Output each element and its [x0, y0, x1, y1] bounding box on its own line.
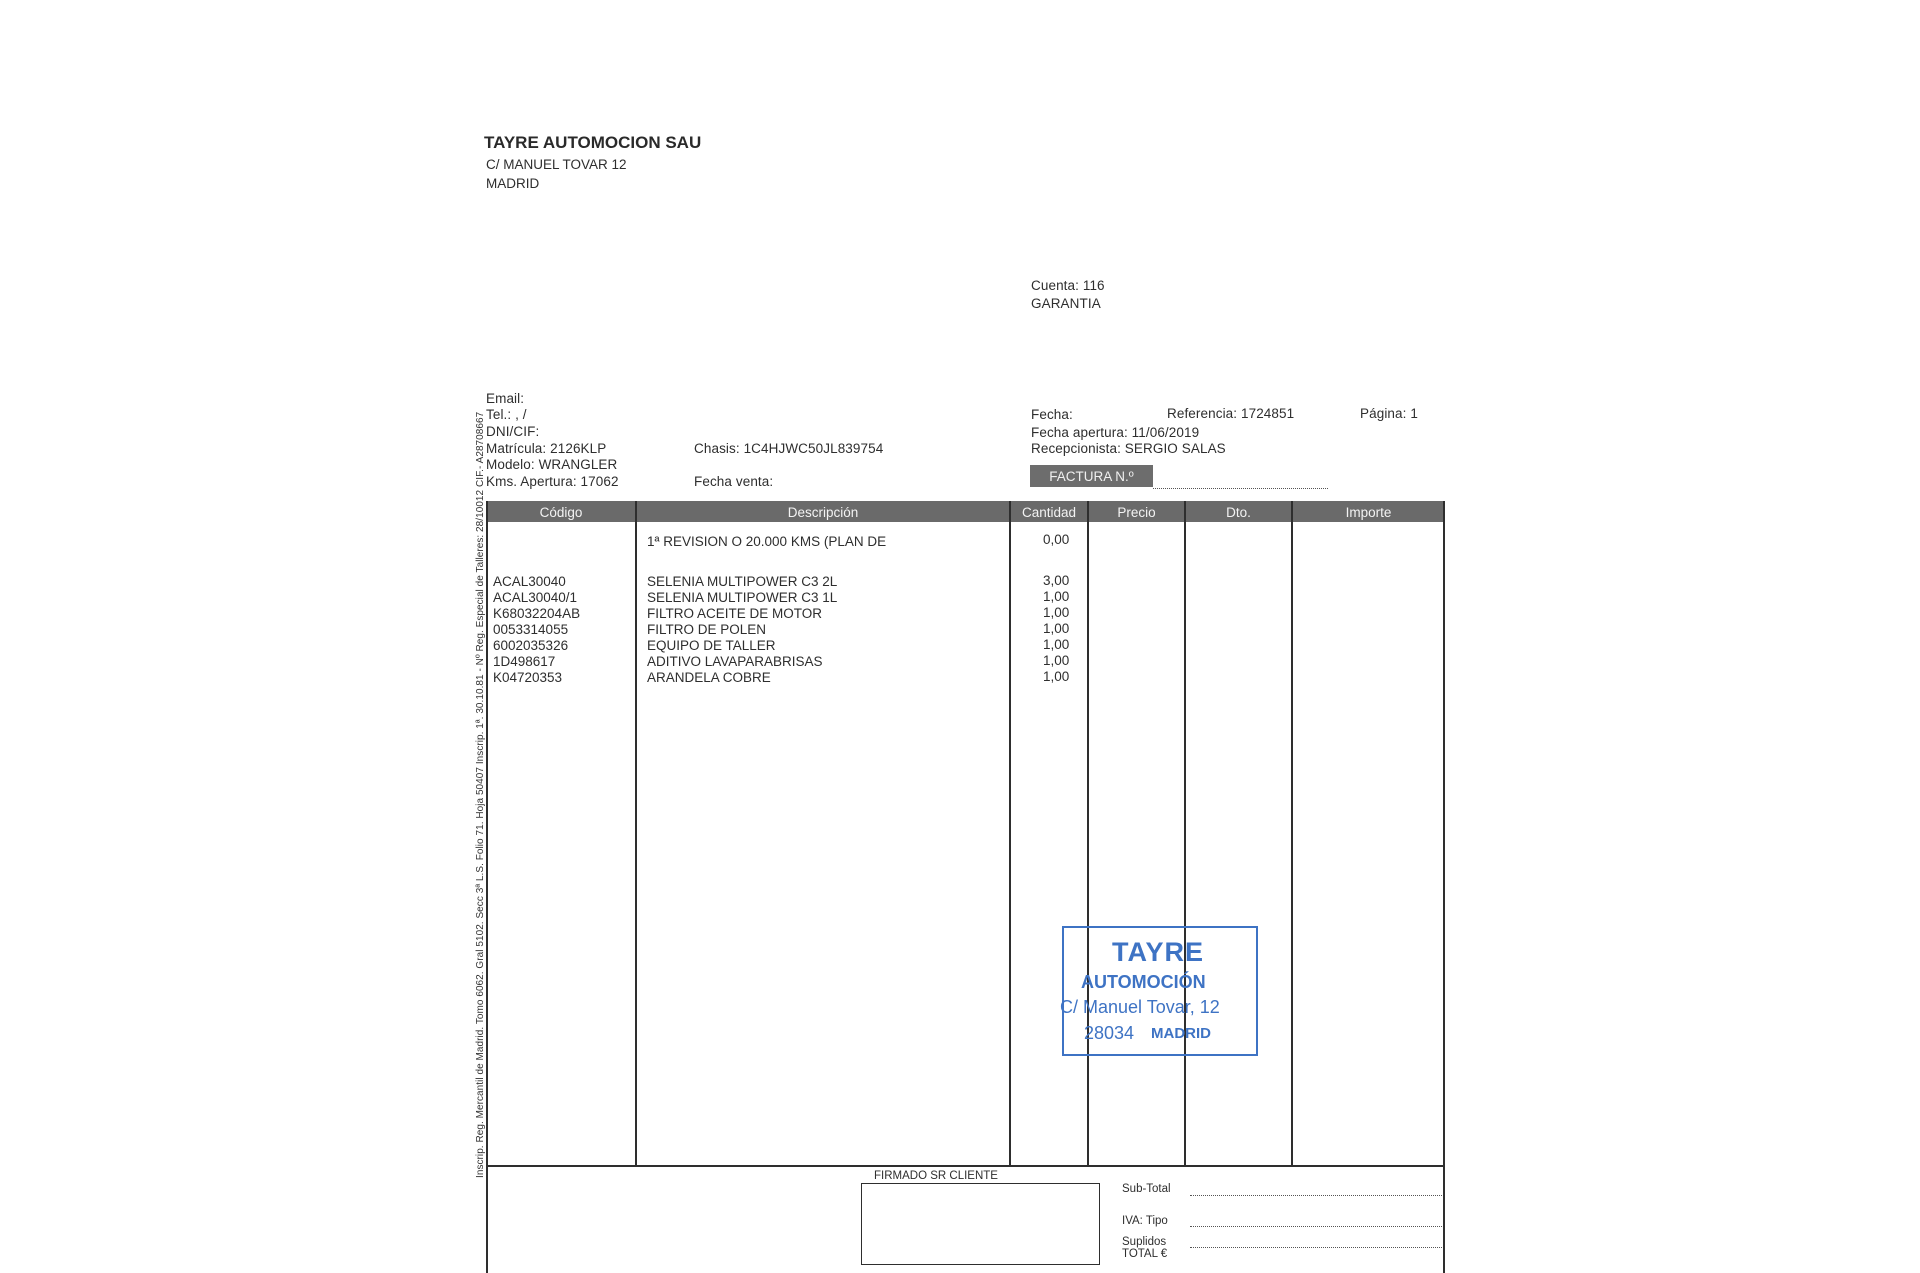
line-description: 1ª REVISION O 20.000 KMS (PLAN DE	[647, 534, 887, 549]
item-code: ACAL30040	[493, 574, 566, 589]
column-divider	[1291, 501, 1293, 1165]
company-name: TAYRE AUTOMOCION SAU	[484, 133, 702, 152]
item-code: 0053314055	[493, 622, 569, 637]
item-description: SELENIA MULTIPOWER C3 2L	[647, 574, 838, 589]
item-quantity: 1,00	[1043, 669, 1070, 684]
stamp-city: MADRID	[1151, 1025, 1211, 1042]
invoice-pagina: Página: 1	[1360, 406, 1418, 421]
item-description: EQUIPO DE TALLER	[647, 638, 776, 653]
account-number: Cuenta: 116	[1031, 278, 1105, 293]
table-header	[486, 501, 1445, 522]
stamp-zip: 28034	[1084, 1023, 1135, 1043]
item-quantity: 1,00	[1043, 637, 1070, 652]
stamp-line-2: AUTOMOCIÓN	[1081, 972, 1206, 992]
invoice-recepcionista: Recepcionista: SERGIO SALAS	[1031, 441, 1226, 456]
table-border-right	[1443, 501, 1445, 1273]
table-border-left	[486, 501, 488, 1273]
factura-number-label: FACTURA N.º	[1030, 465, 1153, 487]
invoice-referencia: Referencia: 1724851	[1167, 406, 1295, 421]
item-description: FILTRO ACEITE DE MOTOR	[647, 606, 823, 621]
header-codigo: Código	[539, 505, 583, 520]
header-precio: Precio	[1117, 505, 1156, 520]
company-stamp	[1062, 926, 1258, 1056]
client-tel: Tel.: , /	[486, 407, 527, 422]
item-description: ADITIVO LAVAPARABRISAS	[647, 654, 823, 669]
item-quantity: 1,00	[1043, 589, 1070, 604]
item-code: 6002035326	[493, 638, 569, 653]
column-divider	[1087, 501, 1089, 1165]
suplidos-label: Suplidos	[1122, 1236, 1167, 1248]
total-label: TOTAL €	[1122, 1248, 1168, 1260]
client-modelo: Modelo: WRANGLER	[486, 457, 618, 472]
item-quantity: 1,00	[1043, 605, 1070, 620]
suplidos-line	[1190, 1247, 1442, 1248]
client-kms: Kms. Apertura: 17062	[486, 474, 619, 489]
signature-label: FIRMADO SR CLIENTE	[874, 1170, 998, 1182]
table-footer-divider	[486, 1165, 1445, 1167]
item-description: SELENIA MULTIPOWER C3 1L	[647, 590, 838, 605]
subtotal-label: Sub-Total	[1122, 1183, 1171, 1195]
header-dto: Dto.	[1226, 505, 1251, 520]
column-divider	[635, 501, 637, 1165]
company-street: C/ MANUEL TOVAR 12	[486, 157, 627, 172]
item-quantity: 3,00	[1043, 573, 1070, 588]
client-email: Email:	[486, 391, 525, 406]
column-divider	[1009, 501, 1011, 1165]
item-code: K04720353	[493, 670, 563, 685]
client-matricula: Matrícula: 2126KLP	[486, 441, 607, 456]
column-divider	[1184, 501, 1186, 1165]
account-type: GARANTIA	[1031, 296, 1101, 311]
item-description: FILTRO DE POLEN	[647, 622, 767, 637]
iva-label: IVA: Tipo	[1122, 1215, 1168, 1227]
registry-vertical-text: Inscrip. Reg. Mercantil de Madrid. Tomo 6062. Gral 5102. Secc 3ª L.S. Folio 71. Hoja 50407 Inscrip. 1ª. 30.10.81 - Nº Reg. Especial de Talleres: 28/10012 CIF.- A28708667	[475, 411, 486, 1178]
header-cantidad: Cantidad	[1021, 505, 1077, 520]
item-code: 1D498617	[493, 654, 556, 669]
item-quantity: 1,00	[1043, 653, 1070, 668]
client-chasis: Chasis: 1C4HJWC50JL839754	[694, 441, 884, 456]
item-quantity: 1,00	[1043, 621, 1070, 636]
item-code: ACAL30040/1	[493, 590, 578, 605]
factura-number-line	[1153, 488, 1328, 489]
line-quantity: 0,00	[1043, 532, 1070, 547]
item-description: ARANDELA COBRE	[647, 670, 771, 685]
company-city: MADRID	[486, 176, 540, 191]
subtotal-line	[1190, 1195, 1442, 1196]
invoice-fecha-apertura: Fecha apertura: 11/06/2019	[1031, 425, 1200, 440]
client-dni: DNI/CIF:	[486, 424, 540, 439]
invoice-fecha: Fecha:	[1031, 407, 1073, 422]
stamp-line-3: C/ Manuel Tovar, 12	[1060, 997, 1220, 1017]
iva-line	[1190, 1226, 1442, 1227]
item-code: K68032204AB	[493, 606, 581, 621]
signature-box	[861, 1183, 1100, 1265]
client-fecha-venta: Fecha venta:	[694, 474, 774, 489]
header-descripcion: Descripción	[787, 505, 859, 520]
header-importe: Importe	[1345, 505, 1392, 520]
stamp-line-1: TAYRE	[1112, 937, 1205, 967]
